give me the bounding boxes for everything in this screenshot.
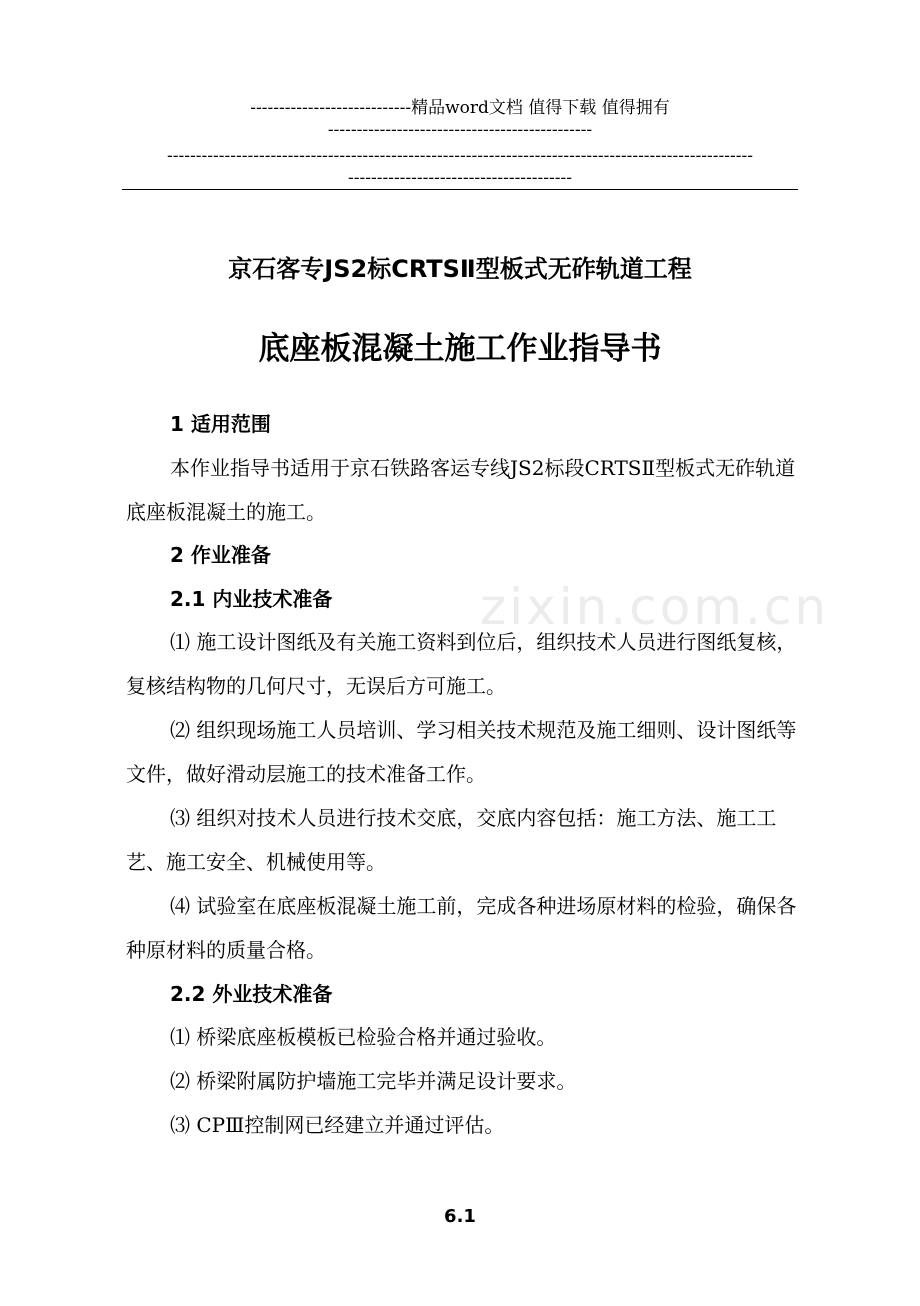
header-line-3: ------------------------------------------------------------------------------------------------------ bbox=[167, 146, 753, 166]
section-1-paragraph: 本作业指导书适用于京石铁路客运专线JS2标段CRTSⅡ型板式无砟轨道底座板混凝土的施工。 bbox=[126, 456, 796, 524]
section-2-1-item-2: ⑵ 组织现场施工人员培训、学习相关技术规范及施工细则、设计图纸等文件，做好滑动层施工的技术准备工作。 bbox=[126, 718, 797, 786]
page-number: 6.1 bbox=[444, 1206, 476, 1227]
document-title-line-2: 底座板混凝土施工作业指导书 bbox=[258, 331, 662, 367]
section-2-1-item-3: ⑶ 组织对技术人员进行技术交底，交底内容包括：施工方法、施工工艺、施工安全、机械使用等。 bbox=[126, 806, 777, 874]
document-title-line-1: 京石客专JS2标CRTSⅡ型板式无砟轨道工程 bbox=[228, 255, 692, 283]
section-2-1-heading: 2.1 内业技术准备 bbox=[170, 587, 333, 611]
header-rule bbox=[122, 189, 798, 190]
section-1-heading: 1 适用范围 bbox=[170, 412, 271, 436]
header-line-4: --------------------------------------- bbox=[347, 168, 573, 188]
watermark: zixin.com.cn bbox=[480, 578, 830, 636]
header-line-1: ----------------------------精品word文档 值得下载 值得拥有 bbox=[250, 98, 670, 118]
section-2-1-item-4: ⑷ 试验室在底座板混凝土施工前，完成各种进场原材料的检验，确保各种原材料的质量合格。 bbox=[126, 894, 797, 962]
header-line-2: ---------------------------------------------- bbox=[327, 120, 593, 140]
section-2-2-item-1: ⑴ 桥梁底座板模板已检验合格并通过验收。 bbox=[170, 1025, 557, 1049]
section-2-2-item-2: ⑵ 桥梁附属防护墙施工完毕并满足设计要求。 bbox=[170, 1069, 577, 1093]
section-2-1-item-1: ⑴ 施工设计图纸及有关施工资料到位后，组织技术人员进行图纸复核，复核结构物的几何尺寸，无误后方可施工。 bbox=[126, 630, 797, 698]
section-2-2-item-3: ⑶ CPⅢ控制网已经建立并通过评估。 bbox=[170, 1113, 505, 1137]
section-2-heading: 2 作业准备 bbox=[170, 543, 271, 567]
section-2-2-heading: 2.2 外业技术准备 bbox=[170, 982, 333, 1006]
